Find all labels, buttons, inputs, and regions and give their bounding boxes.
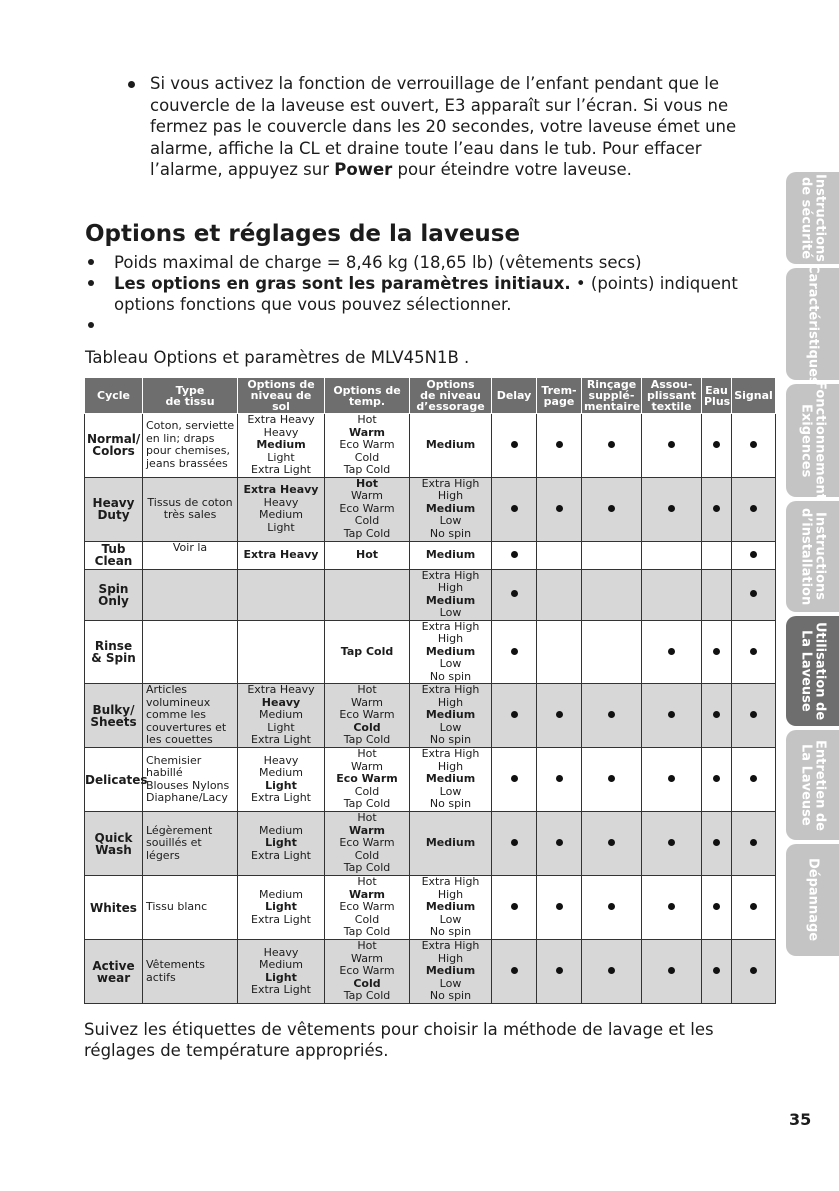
- header-temp: Options de temp.: [325, 378, 410, 414]
- signal-dot: [732, 477, 776, 541]
- water-plus-dot: [702, 684, 732, 748]
- header-soak: Trem- page: [537, 378, 582, 414]
- table-row: [85, 940, 776, 1004]
- soak-dot: [537, 477, 582, 541]
- fabric-type: [143, 620, 238, 684]
- spin-options: Extra High High Medium Low: [410, 569, 492, 620]
- softener-dot: [642, 477, 702, 541]
- signal-dot: [732, 748, 776, 812]
- soil-options: [238, 569, 325, 620]
- fabric-type: Articles volumineux comme les couvertures et les couettes: [143, 684, 238, 748]
- temp-options: Hot Warm Eco Warm Cold Tap Cold: [325, 414, 410, 478]
- section-title: Options et réglages de la laveuse: [85, 221, 521, 247]
- tab-washer-care[interactable]: Entretien de La Laveuse: [786, 730, 839, 840]
- cycle-name: Spin Only: [85, 569, 143, 620]
- header-delay: Delay: [492, 378, 537, 414]
- intro-bullet: [128, 73, 768, 181]
- fabric-type: Chemisier habillé Blouses Nylons Diaphane/Lacy: [143, 748, 238, 812]
- cycle-name: Delicates: [85, 748, 143, 812]
- soak-dot: [537, 940, 582, 1004]
- cycle-name: Bulky/ Sheets: [85, 684, 143, 748]
- footnote: Suivez les étiquettes de vêtements pour choisir la méthode de lavage et les réglages de température appropriés.: [84, 1020, 714, 1060]
- water-plus-dot: [702, 477, 732, 541]
- table-row: [85, 684, 776, 748]
- fabric-type: Voir la: [143, 541, 238, 569]
- spin-options: Extra High High Medium Low No spin: [410, 684, 492, 748]
- table-row: [85, 748, 776, 812]
- header-softener: Assou- plissant textile: [642, 378, 702, 414]
- softener-dot: [642, 748, 702, 812]
- softener-dot: [642, 812, 702, 876]
- water-plus-dot: [702, 940, 732, 1004]
- tab-using-washer[interactable]: Utilisation de La Laveuse: [786, 616, 839, 726]
- delay-dot: [492, 541, 537, 569]
- spin-options: Medium: [410, 414, 492, 478]
- cycle-name: Active wear: [85, 940, 143, 1004]
- soil-options: Extra Heavy Heavy Medium Light Extra Light: [238, 684, 325, 748]
- temp-options: Hot Warm Eco Warm Cold Tap Cold: [325, 876, 410, 940]
- bullet-empty: [87, 315, 767, 336]
- temp-options: Hot Warm Eco Warm Cold Tap Cold: [325, 812, 410, 876]
- soil-options: Medium Light Extra Light: [238, 812, 325, 876]
- cycle-name: Tub Clean: [85, 541, 143, 569]
- temp-options: Hot Warm Eco Warm Cold Tap Cold: [325, 748, 410, 812]
- rinse-dot: [582, 477, 642, 541]
- rinse-dot: [582, 684, 642, 748]
- soil-options: Medium Light Extra Light: [238, 876, 325, 940]
- soil-options: Heavy Medium Light Extra Light: [238, 940, 325, 1004]
- rinse-dot: [582, 748, 642, 812]
- softener-dot: [642, 620, 702, 684]
- info-bullets: [87, 252, 767, 336]
- spin-options: Extra High High Medium Low No spin: [410, 620, 492, 684]
- header-cycle: Cycle: [85, 378, 143, 414]
- bullet-bold-defaults: Les options en gras sont les paramètres initiaux. • (points) indiquent options fonctions que vous pouvez sélectionner.: [87, 273, 767, 315]
- table-row: [85, 620, 776, 684]
- tab-requirements[interactable]: Fonctionnement Exigences: [786, 384, 839, 497]
- fabric-type: Légèrement souillés et légers: [143, 812, 238, 876]
- intro-paragraph: Si vous activez la fonction de verrouillage de l’enfant pendant que le couvercle de la laveuse est ouvert, E3 apparaît sur l’écran. Si vous ne fermez pas le couvercle dans les 20 secondes, votre laveuse émet une alarme, affiche la CL et draine toute l’eau dans le tub. Pour effacer l’alarme, appuyez sur Power pour éteindre votre laveuse.: [150, 74, 737, 179]
- soil-options: [238, 620, 325, 684]
- softener-empty: [642, 569, 702, 620]
- softener-dot: [642, 876, 702, 940]
- rinse-dot: [582, 876, 642, 940]
- table-row: [85, 569, 776, 620]
- header-extra-rinse: Rinçage supplé- mentaire: [582, 378, 642, 414]
- header-fabric-type: Type de tissu: [143, 378, 238, 414]
- soak-empty: [537, 541, 582, 569]
- temp-options: Hot Warm Eco Warm Cold Tap Cold: [325, 940, 410, 1004]
- cycle-name: Quick Wash: [85, 812, 143, 876]
- cycle-name: Normal/ Colors: [85, 414, 143, 478]
- soak-dot: [537, 876, 582, 940]
- signal-dot: [732, 414, 776, 478]
- tab-troubleshooting[interactable]: Dépannage: [786, 844, 839, 956]
- water-plus-empty: [702, 541, 732, 569]
- fabric-type: Coton, serviette en lin; draps pour chemises, jeans brassées: [143, 414, 238, 478]
- soak-dot: [537, 414, 582, 478]
- page-number: 35: [789, 1110, 812, 1129]
- water-plus-dot: [702, 876, 732, 940]
- table-header-row: [85, 378, 776, 414]
- delay-dot: [492, 876, 537, 940]
- rinse-dot: [582, 940, 642, 1004]
- water-plus-dot: [702, 812, 732, 876]
- softener-dot: [642, 414, 702, 478]
- fabric-type: Vêtements actifs: [143, 940, 238, 1004]
- delay-dot: [492, 748, 537, 812]
- fabric-type: [143, 569, 238, 620]
- table-row: [85, 414, 776, 478]
- temp-options: [325, 569, 410, 620]
- cycle-name: Whites: [85, 876, 143, 940]
- header-signal: Signal: [732, 378, 776, 414]
- signal-dot: [732, 876, 776, 940]
- temp-options: Tap Cold: [325, 620, 410, 684]
- spin-options: Medium: [410, 541, 492, 569]
- spin-options: Medium: [410, 812, 492, 876]
- soak-dot: [537, 684, 582, 748]
- water-plus-dot: [702, 748, 732, 812]
- tab-features[interactable]: Caractéristiques: [786, 268, 839, 380]
- bullet-dot: [88, 259, 94, 265]
- table-row: [85, 812, 776, 876]
- header-soil-level: Options de niveau de sol: [238, 378, 325, 414]
- signal-dot: [732, 812, 776, 876]
- softener-dot: [642, 940, 702, 1004]
- tab-installation[interactable]: Instructions d’installation: [786, 501, 839, 612]
- cycle-name: Rinse & Spin: [85, 620, 143, 684]
- spin-options: Extra High High Medium Low No spin: [410, 876, 492, 940]
- delay-dot: [492, 620, 537, 684]
- soak-dot: [537, 812, 582, 876]
- rinse-empty: [582, 541, 642, 569]
- delay-dot: [492, 569, 537, 620]
- softener-dot: [642, 684, 702, 748]
- soak-empty: [537, 620, 582, 684]
- softener-empty: [642, 541, 702, 569]
- rinse-dot: [582, 414, 642, 478]
- bullet-max-load: Poids maximal de charge = 8,46 kg (18,65 lb) (vêtements secs): [87, 252, 767, 273]
- rinse-empty: [582, 569, 642, 620]
- spin-options: Extra High High Medium Low No spin: [410, 477, 492, 541]
- water-plus-dot: [702, 414, 732, 478]
- water-plus-empty: [702, 569, 732, 620]
- bullet-dot: [88, 280, 94, 286]
- delay-dot: [492, 477, 537, 541]
- signal-dot: [732, 620, 776, 684]
- bullet-dot: [88, 322, 94, 328]
- water-plus-dot: [702, 620, 732, 684]
- spin-options: Extra High High Medium Low No spin: [410, 940, 492, 1004]
- header-water-plus: Eau Plus: [702, 378, 732, 414]
- table-row: [85, 477, 776, 541]
- signal-dot: [732, 940, 776, 1004]
- fabric-type: Tissus de coton très sales: [143, 477, 238, 541]
- delay-dot: [492, 684, 537, 748]
- delay-dot: [492, 812, 537, 876]
- soak-empty: [537, 569, 582, 620]
- soak-dot: [537, 748, 582, 812]
- table-row: [85, 876, 776, 940]
- spin-options: Extra High High Medium Low No spin: [410, 748, 492, 812]
- temp-options: Hot: [325, 541, 410, 569]
- delay-dot: [492, 414, 537, 478]
- signal-dot: [732, 684, 776, 748]
- table-row: [85, 541, 776, 569]
- temp-options: Hot Warm Eco Warm Cold Tap Cold: [325, 477, 410, 541]
- rinse-empty: [582, 620, 642, 684]
- bullet-dot: [128, 81, 135, 88]
- rinse-dot: [582, 812, 642, 876]
- cycle-name: Heavy Duty: [85, 477, 143, 541]
- tab-safety-instructions[interactable]: Instructions de sécurité: [786, 172, 839, 264]
- table-caption: Tableau Options et paramètres de MLV45N1B .: [85, 348, 470, 367]
- soil-options: Extra Heavy Heavy Medium Light Extra Light: [238, 414, 325, 478]
- signal-dot: [732, 569, 776, 620]
- fabric-type: Tissu blanc: [143, 876, 238, 940]
- options-table: [84, 377, 776, 1004]
- temp-options: Hot Warm Eco Warm Cold Tap Cold: [325, 684, 410, 748]
- soil-options: Extra Heavy: [238, 541, 325, 569]
- soil-options: Extra Heavy Heavy Medium Light: [238, 477, 325, 541]
- delay-dot: [492, 940, 537, 1004]
- header-spin: Options de niveau d’essorage: [410, 378, 492, 414]
- signal-dot: [732, 541, 776, 569]
- soil-options: Heavy Medium Light Extra Light: [238, 748, 325, 812]
